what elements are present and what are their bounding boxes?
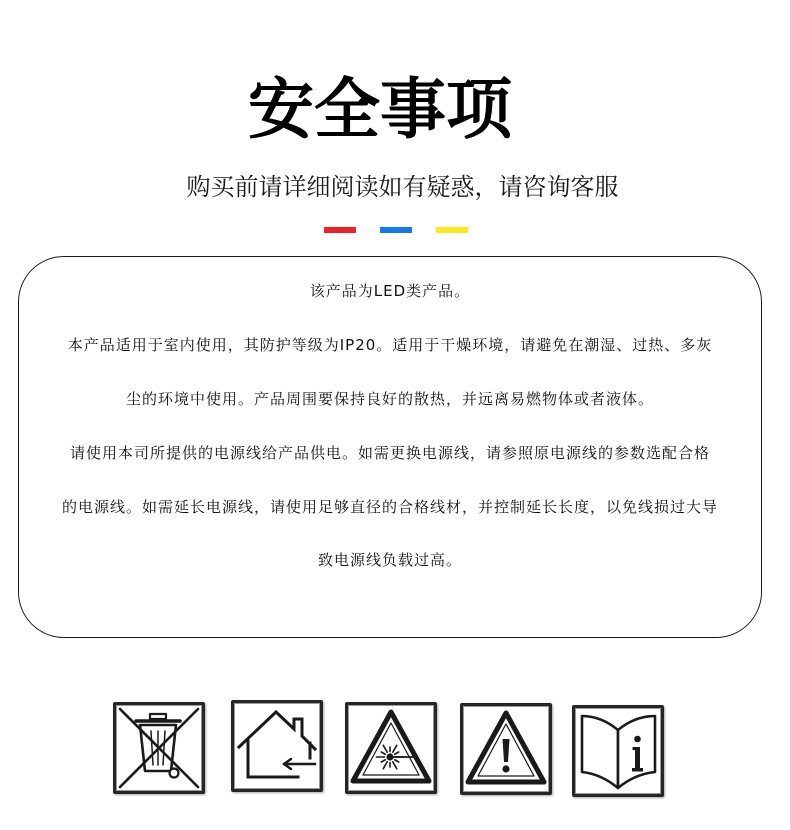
notice-line: 该产品为LED类产品。 bbox=[309, 282, 471, 300]
info-i-dot bbox=[634, 736, 641, 743]
page-subtitle: 购买前请详细阅读如有疑惑，请咨询客服 bbox=[186, 173, 619, 201]
accent-bar-red bbox=[324, 227, 356, 233]
indoor-use-house-graphic bbox=[234, 703, 320, 789]
laser-warning-icon bbox=[345, 702, 437, 794]
laser-warning-graphic bbox=[348, 705, 434, 791]
exclamation-dot bbox=[502, 765, 509, 772]
notice-line: 致电源线负载过高。 bbox=[317, 551, 462, 569]
warning-triangle-outer bbox=[353, 712, 429, 781]
notice-line: 尘的环境中使用。产品周围要保持良好的散热，并远离易燃物体或者液体。 bbox=[125, 390, 654, 408]
bin-handle bbox=[150, 714, 166, 719]
crossed-out-wheelie-bin-graphic bbox=[116, 705, 202, 791]
safety-notice-box bbox=[18, 256, 762, 638]
house-roof bbox=[239, 712, 315, 749]
indoor-use-house-icon bbox=[231, 700, 323, 792]
read-manual-icon bbox=[572, 705, 664, 797]
crossed-out-wheelie-bin-icon bbox=[113, 702, 205, 794]
notice-line: 本产品适用于室内使用，其防护等级为IP20。适用于干燥环境，请避免在潮湿、过热、多灰 bbox=[67, 336, 713, 354]
general-warning-graphic bbox=[463, 706, 549, 792]
accent-bar-yellow bbox=[436, 227, 468, 233]
notice-line: 请使用本司所提供的电源线给产品供电。如需更换电源线，请参照原电源线的参数选配合格 bbox=[69, 444, 710, 462]
accent-bar-blue bbox=[380, 227, 412, 233]
read-manual-graphic bbox=[575, 708, 661, 794]
general-warning-icon bbox=[460, 703, 552, 795]
bin-wheel bbox=[170, 769, 179, 778]
notice-line: 的电源线。如需延长电源线，请使用足够直径的合格线材，并控制延长长度，以免线损过大导 bbox=[61, 498, 718, 516]
book-left-page bbox=[582, 716, 618, 788]
page-title: 安全事项 bbox=[248, 71, 512, 148]
